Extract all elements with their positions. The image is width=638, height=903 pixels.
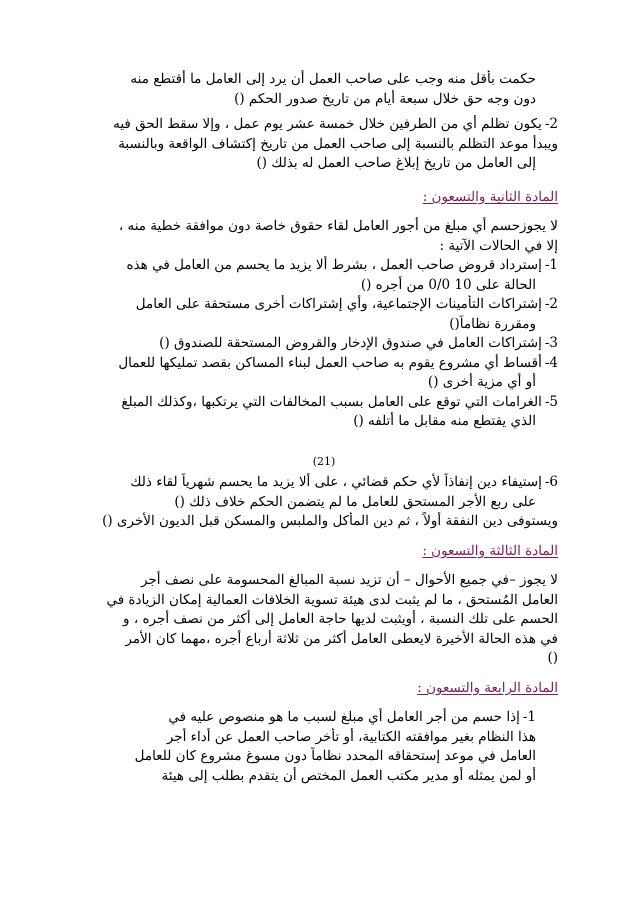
text-line: الحالة على 10 0/0 من أجره () — [360, 276, 536, 293]
item-number: 5- — [544, 393, 558, 410]
item-number: 2- — [544, 296, 558, 312]
text-line: العامل في موعد إستحقاقه المحدد نظاماً دون مسوغ مشروع كان للعامل — [134, 748, 536, 764]
page-number: (21) — [312, 454, 336, 468]
text-line: لا يجوزحسم أي مبلغ من أجور العامل لقاء حقوق خاصة دون موافقة خطية منه ، — [118, 218, 558, 234]
document-page — [90, 70, 558, 786]
paragraph-continuation — [90, 70, 558, 109]
text-line: إلا في الحالات الآتية : — [439, 237, 558, 254]
article-92-item-4 — [90, 354, 558, 393]
text-line: هذا النظام بغير موافقته الكتابية، أو تأخر صاحب العمل عن أداء أجر — [166, 728, 536, 745]
article-93-body — [90, 571, 558, 669]
article-92-item-6 — [90, 473, 558, 512]
article-92-item-3 — [90, 334, 558, 354]
article-92-heading: المادة الثانية والتسعون : — [422, 188, 558, 205]
item-number: 1- — [522, 709, 536, 725]
article-92-item-1 — [90, 256, 558, 295]
text-line: الغرامات التي توقع على العامل بسبب المخالفات التي يرتكبها ،وكذلك المبلغ — [121, 393, 542, 410]
item-number: 6- — [544, 474, 558, 490]
text-line: إسترداد قروض صاحب العمل ، بشرط ألا يزيد ما يحسم من العامل في هذه — [126, 257, 542, 273]
text-line: في هذه الحالة الأخيرة لايعطى العامل أكثر من ثلاثة أرباع أجره ،مهما كان الأمر — [125, 630, 558, 647]
text-line: حكمت بأقل منه وجب على صاحب العمل أن يرد إلى العامل ما أقتطع منه — [130, 71, 536, 87]
text-line: أو لمن يمثله أو مدير مكتب العمل المختص أن يتقدم بطلب إلى هيئة — [161, 767, 536, 784]
text-line: الذي يقتطع منه مقابل ما أتلفه () — [353, 413, 536, 429]
article-92-closing: ويستوفى دين النفقة أولاً ، ثم دين المأكل والملبس والمسكن قبل الديون الأخرى () — [102, 513, 558, 529]
text-line: أو أي مزية أخرى () — [427, 374, 536, 390]
item-number: 1- — [544, 257, 558, 273]
item-number: 4- — [544, 354, 558, 371]
item-number: 3- — [544, 335, 558, 351]
text-line: لا يجوز –في جميع الأحوال – أن تزيد نسبة المبالغ المحسومة على نصف أجر — [140, 572, 558, 588]
article-92-intro — [90, 217, 558, 256]
text-line: إشتراكات التأمينات الإجتماعية، وأي إشتراكات أخرى مستحقة على العامل — [135, 296, 542, 312]
text-line: ويبدأ موعد التظلم بالنسبة إلى صاحب العمل من تاريخ إكتشاف الواقعة وبالنسبة — [118, 135, 558, 152]
text-line: إذا حسم من أجر العامل أي مبلغ لسبب ما هو منصوص عليه في — [168, 709, 520, 725]
clause-2 — [90, 115, 558, 174]
text-line: () — [547, 650, 558, 666]
text-line: يكون تظلم أي من الطرفين خلال خمسة عشر يوم عمل ، وإلا سقط الحق فيه — [113, 116, 542, 132]
text-line: الحسم على تلك النسبة ، أويثبت لديها حاجة العامل إلى أكثر من نصف أجره ، و — [123, 611, 558, 627]
article-94-item-1 — [90, 708, 558, 786]
text-line: إلى العامل من تاريخ إبلاغ صاحب العمل له بذلك () — [256, 155, 536, 171]
text-line: ومقررة نظاماً() — [449, 315, 536, 332]
clause-number: 2- — [544, 116, 558, 132]
text-line: على ربع الأجر المستحق للعامل ما لم يتضمن الحكم خلاف ذلك () — [174, 493, 536, 510]
text-line: إستيفاء دين إنفاذاً لأي حكم قضائي ، على ألا يزيد ما يحسم شهرياً لقاء ذلك — [130, 474, 542, 490]
article-94-heading: المادة الرابعة والتسعون : — [417, 679, 558, 696]
text-line: العامل المُستحق ، ما لم يثبت لدى هيئة تسوية الخلافات العمالية إمكان الزيادة في — [106, 591, 558, 608]
article-92-item-5 — [90, 393, 558, 432]
article-92-item-2 — [90, 295, 558, 334]
text-line: إشتراكات العامل في صندوق الإدخار والقروض المستحقة للصندوق () — [159, 335, 542, 351]
text-line: دون وجه حق خلال سبعة أيام من تاريخ صدور الحكم () — [234, 90, 536, 107]
article-93-heading: المادة الثالثة والتسعون : — [422, 542, 558, 559]
text-line: أقساط أي مشروع يقوم به صاحب العمل لبناء المساكن بقصد تمليكها للعمال — [118, 354, 542, 371]
